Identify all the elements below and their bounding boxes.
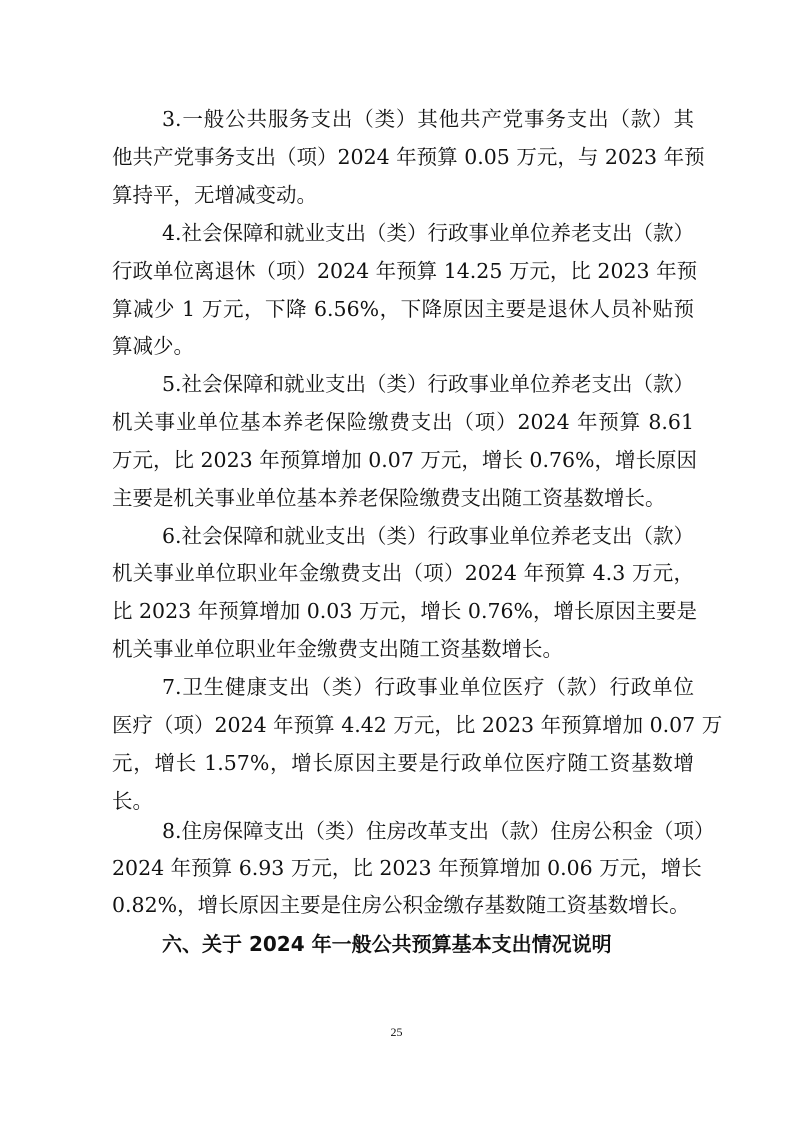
paragraph-line: 比 2023 年预算增加 0.03 万元，增长 0.76%，增长原因主要是 [112,599,698,623]
paragraph-line: 主要是机关事业单位基本养老保险缴费支出随工资基数增长。 [112,486,666,510]
paragraph-line: 机关事业单位职业年金缴费支出（项）2024 年预算 4.3 万元， [112,561,694,585]
paragraph-line: 算减少 1 万元，下降 6.56%，下降原因主要是退休人员补贴预 [112,297,694,321]
section-heading: 六、关于 2024 年一般公共预算基本支出情况说明 [162,932,612,956]
paragraph-line: 0.82%，增长原因主要是住房公积金缴存基数随工资基数增长。 [112,893,690,917]
paragraph-line: 算减少。 [112,334,194,358]
paragraph-line: 他共产党事务支出（项）2024 年预算 0.05 万元，与 2023 年预 [112,145,705,169]
paragraph-line: 长。 [112,789,153,813]
paragraph-line: 医疗（项）2024 年预算 4.42 万元，比 2023 年预算增加 0.07 万 [112,713,723,737]
paragraph-line: 机关事业单位基本养老保险缴费支出（项）2024 年预算 8.61 [112,410,694,434]
paragraph-line: 7.卫生健康支出（类）行政事业单位医疗（款）行政单位 [162,675,694,699]
paragraph-line: 元，增长 1.57%，增长原因主要是行政单位医疗随工资基数增 [112,751,694,775]
page-number: 25 [390,1025,403,1039]
paragraph-line: 万元，比 2023 年预算增加 0.07 万元，增长 0.76%，增长原因 [112,448,698,472]
paragraph-line: 5.社会保障和就业支出（类）行政事业单位养老支出（款） [162,372,695,396]
paragraph-line: 8.住房保障支出（类）住房改革支出（款）住房公积金（项） [162,819,715,843]
paragraph-line: 行政单位离退休（项）2024 年预算 14.25 万元，比 2023 年预 [112,259,698,283]
paragraph-line: 6.社会保障和就业支出（类）行政事业单位养老支出（款） [162,524,695,548]
paragraph-line: 3.一般公共服务支出（类）其他共产党事务支出（款）其 [162,107,694,131]
paragraph-line: 机关事业单位职业年金缴费支出随工资基数增长。 [112,637,563,661]
paragraph-line: 算持平，无增减变动。 [112,183,317,207]
paragraph-line: 4.社会保障和就业支出（类）行政事业单位养老支出（款） [162,221,695,245]
paragraph-line: 2024 年预算 6.93 万元，比 2023 年预算增加 0.06 万元，增长 [112,856,702,880]
